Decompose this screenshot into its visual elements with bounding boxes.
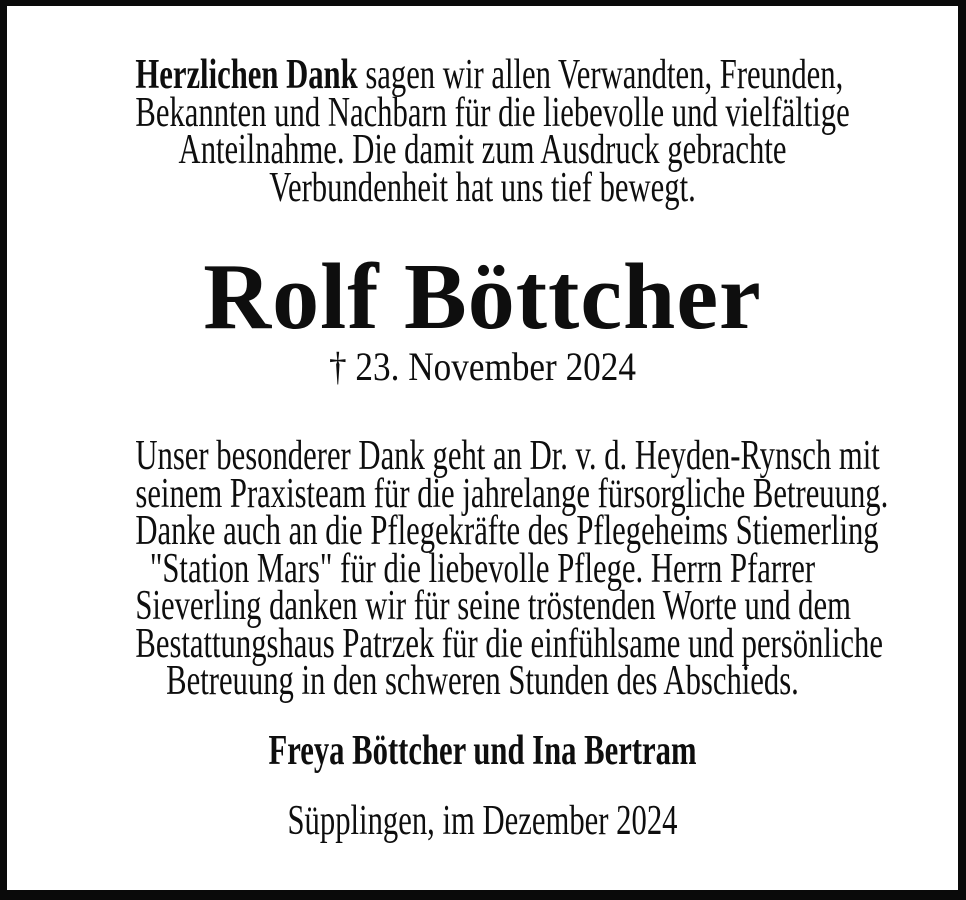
intro-paragraph — [135, 52, 850, 211]
mourners-names: Freya Böttcher und Ina Bertram — [268, 727, 697, 774]
thanks-line-4: "Station Mars" für die liebevolle Pflege. Herrn Pfarrer — [149, 545, 816, 592]
thanks-paragraph — [135, 433, 889, 704]
intro-line-4: Verbundenheit hat uns tief bewegt. — [269, 164, 696, 211]
thanks-line-5: Sieverling danken wir für seine tröstenden Worte und dem — [135, 583, 851, 629]
thanks-line-1: Unser besonderer Dank geht an Dr. v. d. Heyden-Rynsch mit — [135, 433, 880, 479]
intro-line-2: Bekannten und Nachbarn für die liebevolle und vielfältige — [135, 89, 850, 136]
intro-bold-lead: Herzlichen Dank — [135, 52, 358, 98]
thanks-line-3: Danke auch an die Pflegekräfte des Pflegeheims Stiemerling — [135, 508, 879, 554]
thanks-line-7: Betreuung in den schweren Stunden des Abschieds. — [166, 658, 799, 704]
death-date: † 23. November 2024 — [329, 344, 636, 389]
intro-line-1 — [135, 52, 844, 98]
place-and-date: Süpplingen, im Dezember 2024 — [287, 798, 678, 844]
thanks-line-6: Bestattungshaus Patrzek für die einfühlsame und persönliche — [135, 620, 883, 667]
obituary-notice-page — [7, 6, 958, 890]
intro-line-3: Anteilnahme. Die damit zum Ausdruck gebrachte — [178, 127, 787, 173]
thanks-line-2: seinem Praxisteam für die jahrelange fürsorgliche Betreuung. — [135, 470, 889, 517]
intro-line-1-rest: sagen wir allen Verwandten, Freunden, — [357, 52, 844, 98]
deceased-name: Rolf Böttcher — [203, 245, 762, 349]
